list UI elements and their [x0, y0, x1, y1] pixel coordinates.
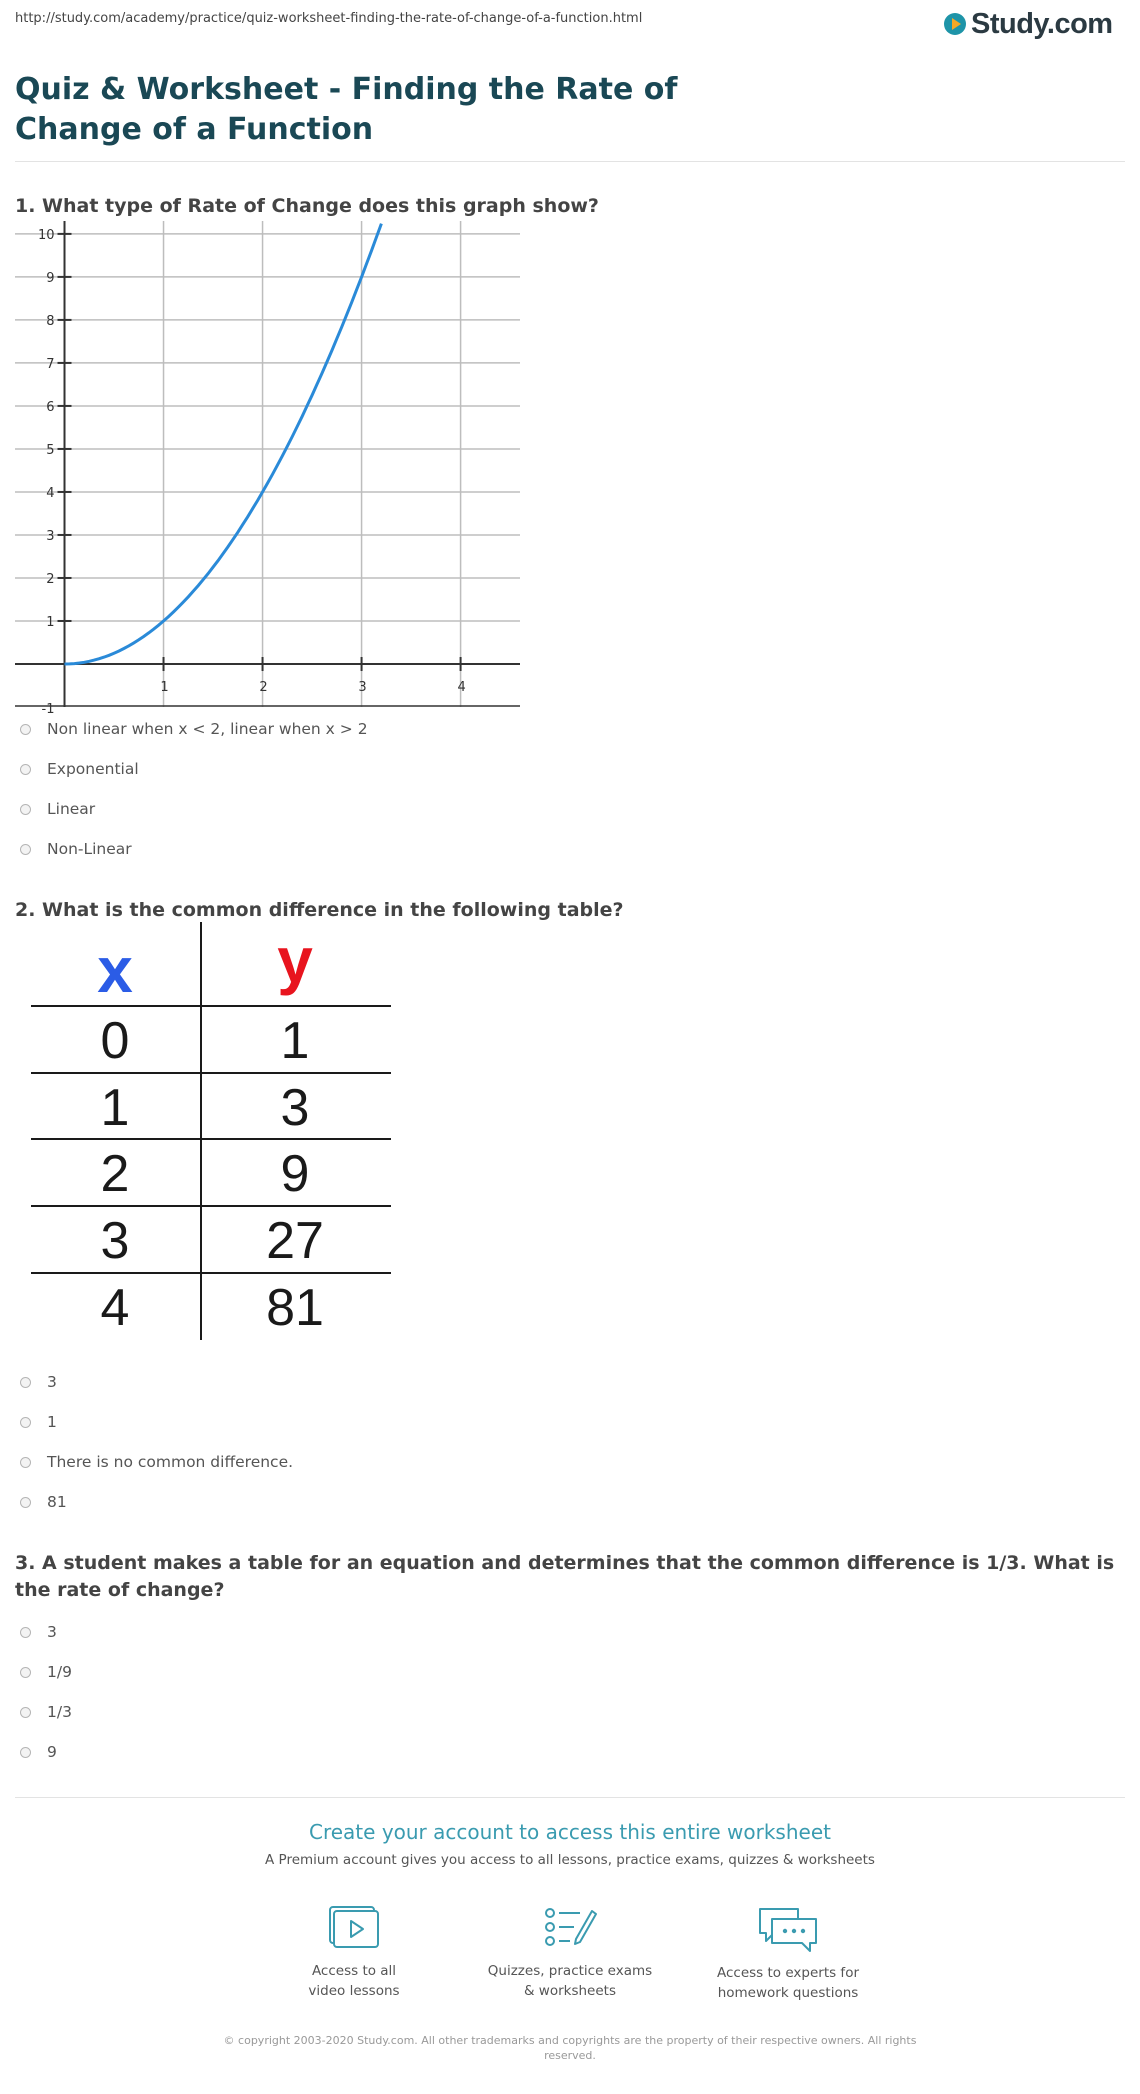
radio-button[interactable]	[20, 764, 31, 775]
table-cell-y: 9	[280, 1145, 310, 1203]
radio-button[interactable]	[20, 1497, 31, 1508]
question-3-options	[20, 1612, 72, 1772]
feature-label-line: & worksheets	[523, 1983, 616, 1999]
x-tick-label: 3	[358, 679, 367, 695]
q1-option-b[interactable]	[20, 749, 368, 789]
table-cell-y: 1	[280, 1012, 310, 1070]
y-tick-label: 9	[46, 270, 55, 286]
q1-option-d[interactable]	[20, 829, 368, 869]
logo-text: Study.com	[971, 7, 1113, 40]
y-tick-label: 3	[46, 528, 55, 544]
feature-video-lessons	[254, 1905, 454, 2001]
study-logo-icon	[944, 13, 966, 35]
feature-experts	[688, 1905, 888, 2003]
table-cell-y: 3	[280, 1079, 310, 1137]
radio-button[interactable]	[20, 1417, 31, 1428]
option-label: 1/9	[47, 1663, 72, 1681]
radio-button[interactable]	[20, 1377, 31, 1388]
q1-option-c[interactable]	[20, 789, 368, 829]
question-3-text: 3. A student makes a table for an equation and determines that the common difference is 1/3. What is the rate of change?	[15, 1552, 1115, 1601]
radio-button[interactable]	[20, 1747, 31, 1758]
question-2-text: 2. What is the common difference in the following table?	[15, 899, 624, 921]
promo-subtitle: A Premium account gives you access to all lessons, practice exams, quizzes & worksheets	[265, 1852, 875, 1868]
feature-label-line: homework questions	[717, 1985, 859, 2001]
y-tick-label: 2	[46, 571, 55, 587]
question-1-options	[20, 709, 368, 869]
q2-option-c[interactable]	[20, 1442, 293, 1482]
option-label: Non linear when x < 2, linear when x > 2	[47, 720, 368, 738]
radio-button[interactable]	[20, 844, 31, 855]
y-tick-label: 8	[46, 313, 55, 329]
radio-button[interactable]	[20, 804, 31, 815]
title-divider	[15, 161, 1125, 162]
option-label: 1/3	[47, 1703, 72, 1721]
radio-button[interactable]	[20, 1627, 31, 1638]
option-label: 3	[47, 1373, 57, 1391]
table-cell-x: 4	[100, 1279, 130, 1337]
q2-option-b[interactable]	[20, 1402, 293, 1442]
table-cell-y: 81	[266, 1279, 324, 1337]
radio-button[interactable]	[20, 724, 31, 735]
x-tick-label: 2	[259, 679, 268, 695]
option-label: Linear	[47, 800, 96, 818]
feature-label-line: Quizzes, practice exams	[487, 1963, 653, 1979]
table-cell-x: 0	[100, 1012, 130, 1070]
option-label: 9	[47, 1743, 57, 1761]
option-label: Non-Linear	[47, 840, 132, 858]
q1-option-a[interactable]	[20, 709, 368, 749]
feature-label	[254, 1961, 454, 2001]
radio-button[interactable]	[20, 1667, 31, 1678]
question-2-options	[20, 1362, 293, 1522]
feature-label-line: Access to experts for	[716, 1965, 859, 1981]
video-lesson-icon	[326, 1905, 382, 1951]
table-cell-x: 1	[100, 1079, 130, 1137]
feature-label	[688, 1963, 888, 2003]
quiz-worksheet-icon	[542, 1905, 598, 1951]
y-tick-label: -1	[41, 702, 55, 717]
feature-label	[470, 1961, 670, 2001]
y-tick-label: 6	[46, 399, 55, 415]
option-label: 3	[47, 1623, 57, 1641]
radio-button[interactable]	[20, 1457, 31, 1468]
page-url: http://study.com/academy/practice/quiz-worksheet-finding-the-rate-of-change-of-a-function.html	[15, 11, 643, 26]
y-tick-label: 7	[46, 356, 55, 372]
q2-option-d[interactable]	[20, 1482, 293, 1522]
option-label: There is no common difference.	[47, 1453, 294, 1471]
y-tick-label: 1	[46, 614, 55, 630]
study-logo[interactable]	[944, 6, 1113, 42]
xy-values-table	[15, 922, 405, 1342]
option-label: Exponential	[47, 760, 139, 778]
graph-grid	[15, 221, 520, 707]
x-tick-label: 1	[160, 679, 169, 695]
page-title: Quiz & Worksheet - Finding the Rate of Change of a Function	[15, 72, 678, 147]
table-cell-x: 2	[100, 1145, 130, 1203]
q3-option-d[interactable]	[20, 1732, 72, 1772]
option-label: 81	[47, 1493, 67, 1511]
feature-label-line: video lessons	[308, 1983, 400, 1999]
question-1-text: 1. What type of Rate of Change does this graph show?	[15, 195, 599, 217]
y-tick-label: 10	[37, 227, 55, 243]
radio-button[interactable]	[20, 1707, 31, 1718]
expert-chat-icon	[756, 1905, 820, 1953]
copyright-text: © copyright 2003-2020 Study.com. All other trademarks and copyrights are the property of their respective owners. All rights reserved.	[223, 2034, 917, 2062]
feature-quizzes	[470, 1905, 670, 2001]
x-tick-label: 4	[457, 679, 466, 695]
q3-option-b[interactable]	[20, 1652, 72, 1692]
q2-option-a[interactable]	[20, 1362, 293, 1402]
option-label: 1	[47, 1413, 57, 1431]
promo-title[interactable]: Create your account to access this entire worksheet	[309, 1820, 831, 1844]
curve-series-line	[65, 224, 382, 664]
rate-of-change-graph	[15, 221, 520, 717]
table-cell-y: 27	[266, 1212, 324, 1270]
graph-ticks	[15, 221, 520, 717]
q3-option-a[interactable]	[20, 1612, 72, 1652]
table-header-x: x	[97, 934, 133, 1006]
q3-option-c[interactable]	[20, 1692, 72, 1732]
y-tick-label: 5	[46, 442, 55, 458]
promo-divider	[15, 1797, 1125, 1798]
table-header-y: y	[277, 924, 313, 996]
feature-label-line: Access to all	[311, 1963, 397, 1979]
y-tick-label: 4	[46, 485, 55, 501]
table-cell-x: 3	[100, 1212, 130, 1270]
